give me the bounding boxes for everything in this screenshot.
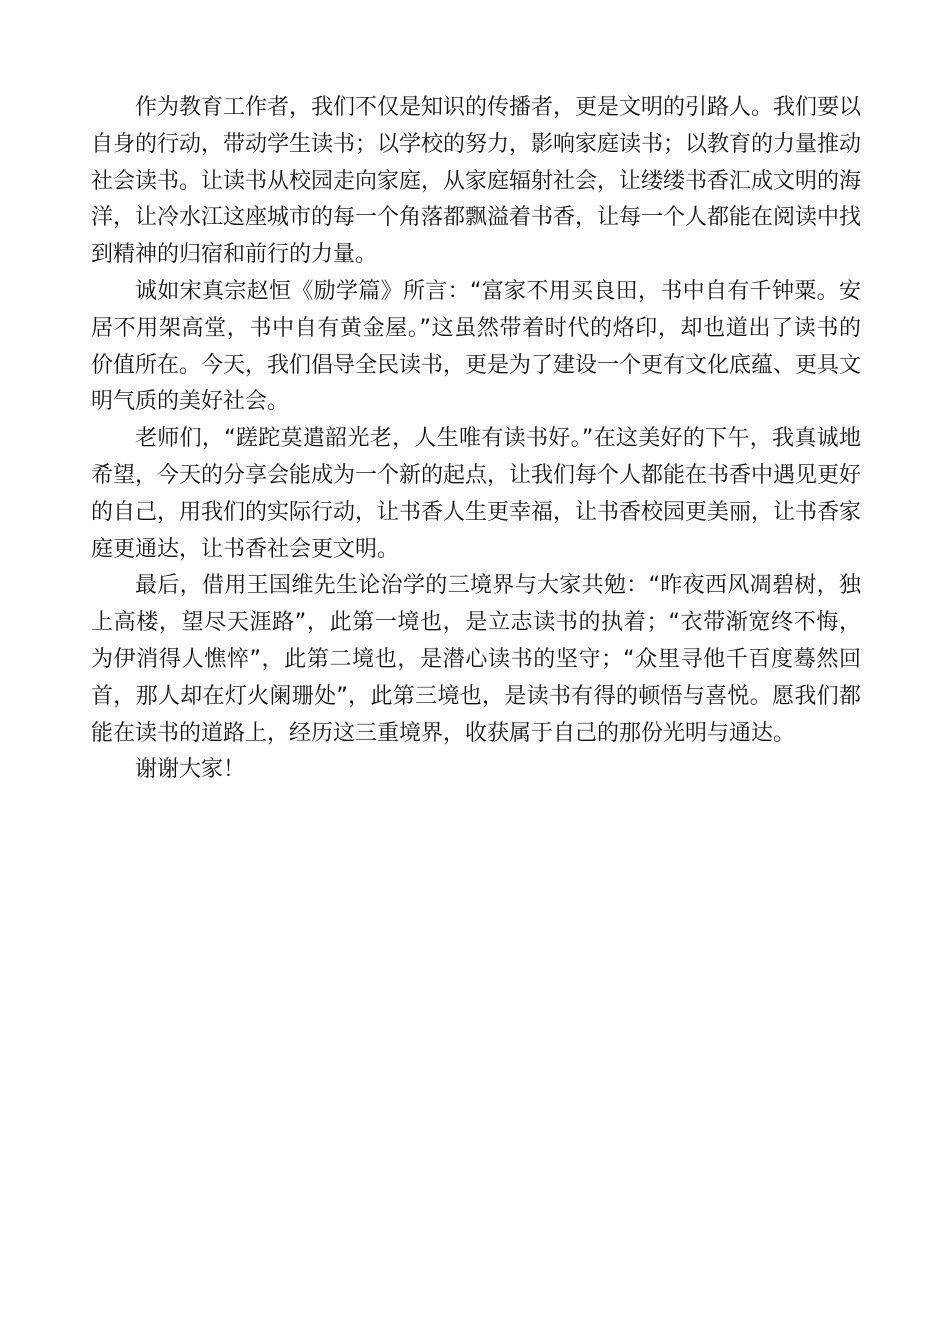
closing-line: 谢谢大家！	[135, 757, 246, 783]
paragraph-3: 老师们，“蹉跎莫遣韶光老，人生唯有读书好。”在这美好的下午，我真诚地希望，今天的分享会能成为一个新的起点，让我们每个人都能在书香中遇见更好的自己，用我们的实际行动，让书香人生更幸福，让书香校园更美丽，让书香家庭更通达，让书香社会更文明。	[91, 426, 862, 562]
paragraph-2: 诚如宋真宗赵恒《励学篇》所言：“富家不用买良田，书中自有千钟粟。安居不用架高堂，书中自有黄金屋。”这虽然带着时代的烙印，却也道出了读书的价值所在。今天，我们倡导全民读书，更是为了建设一个更有文化底蕴、更具文明气质的美好社会。	[91, 278, 862, 415]
document-body	[91, 90, 861, 789]
paragraph-4: 最后，借用王国维先生论治学的三境界与大家共勉：“昨夜西风凋碧树，独上高楼，望尽天涯路”，此第一境也，是立志读书的执着；“衣带渐宽终不悔，为伊消得人憔悴”，此第二境也，是潜心读书的坚守；“众里寻他千百度蓦然回首，那人却在灯火阑珊处”，此第三境也，是读书有得的顿悟与喜悦。愿我们都能在读书的道路上，经历这三重境界，收获属于自己的那份光明与通达。	[91, 573, 861, 746]
paragraph-1: 作为教育工作者，我们不仅是知识的传播者，更是文明的引路人。我们要以自身的行动，带动学生读书；以学校的努力，影响家庭读书；以教育的力量推动社会读书。让读书从校园走向家庭，从家庭辐射社会，让缕缕书香汇成文明的海洋，让冷水江这座城市的每一个角落都飘溢着书香，让每一个人都能在阅读中找到精神的归宿和前行的力量。	[91, 95, 862, 268]
